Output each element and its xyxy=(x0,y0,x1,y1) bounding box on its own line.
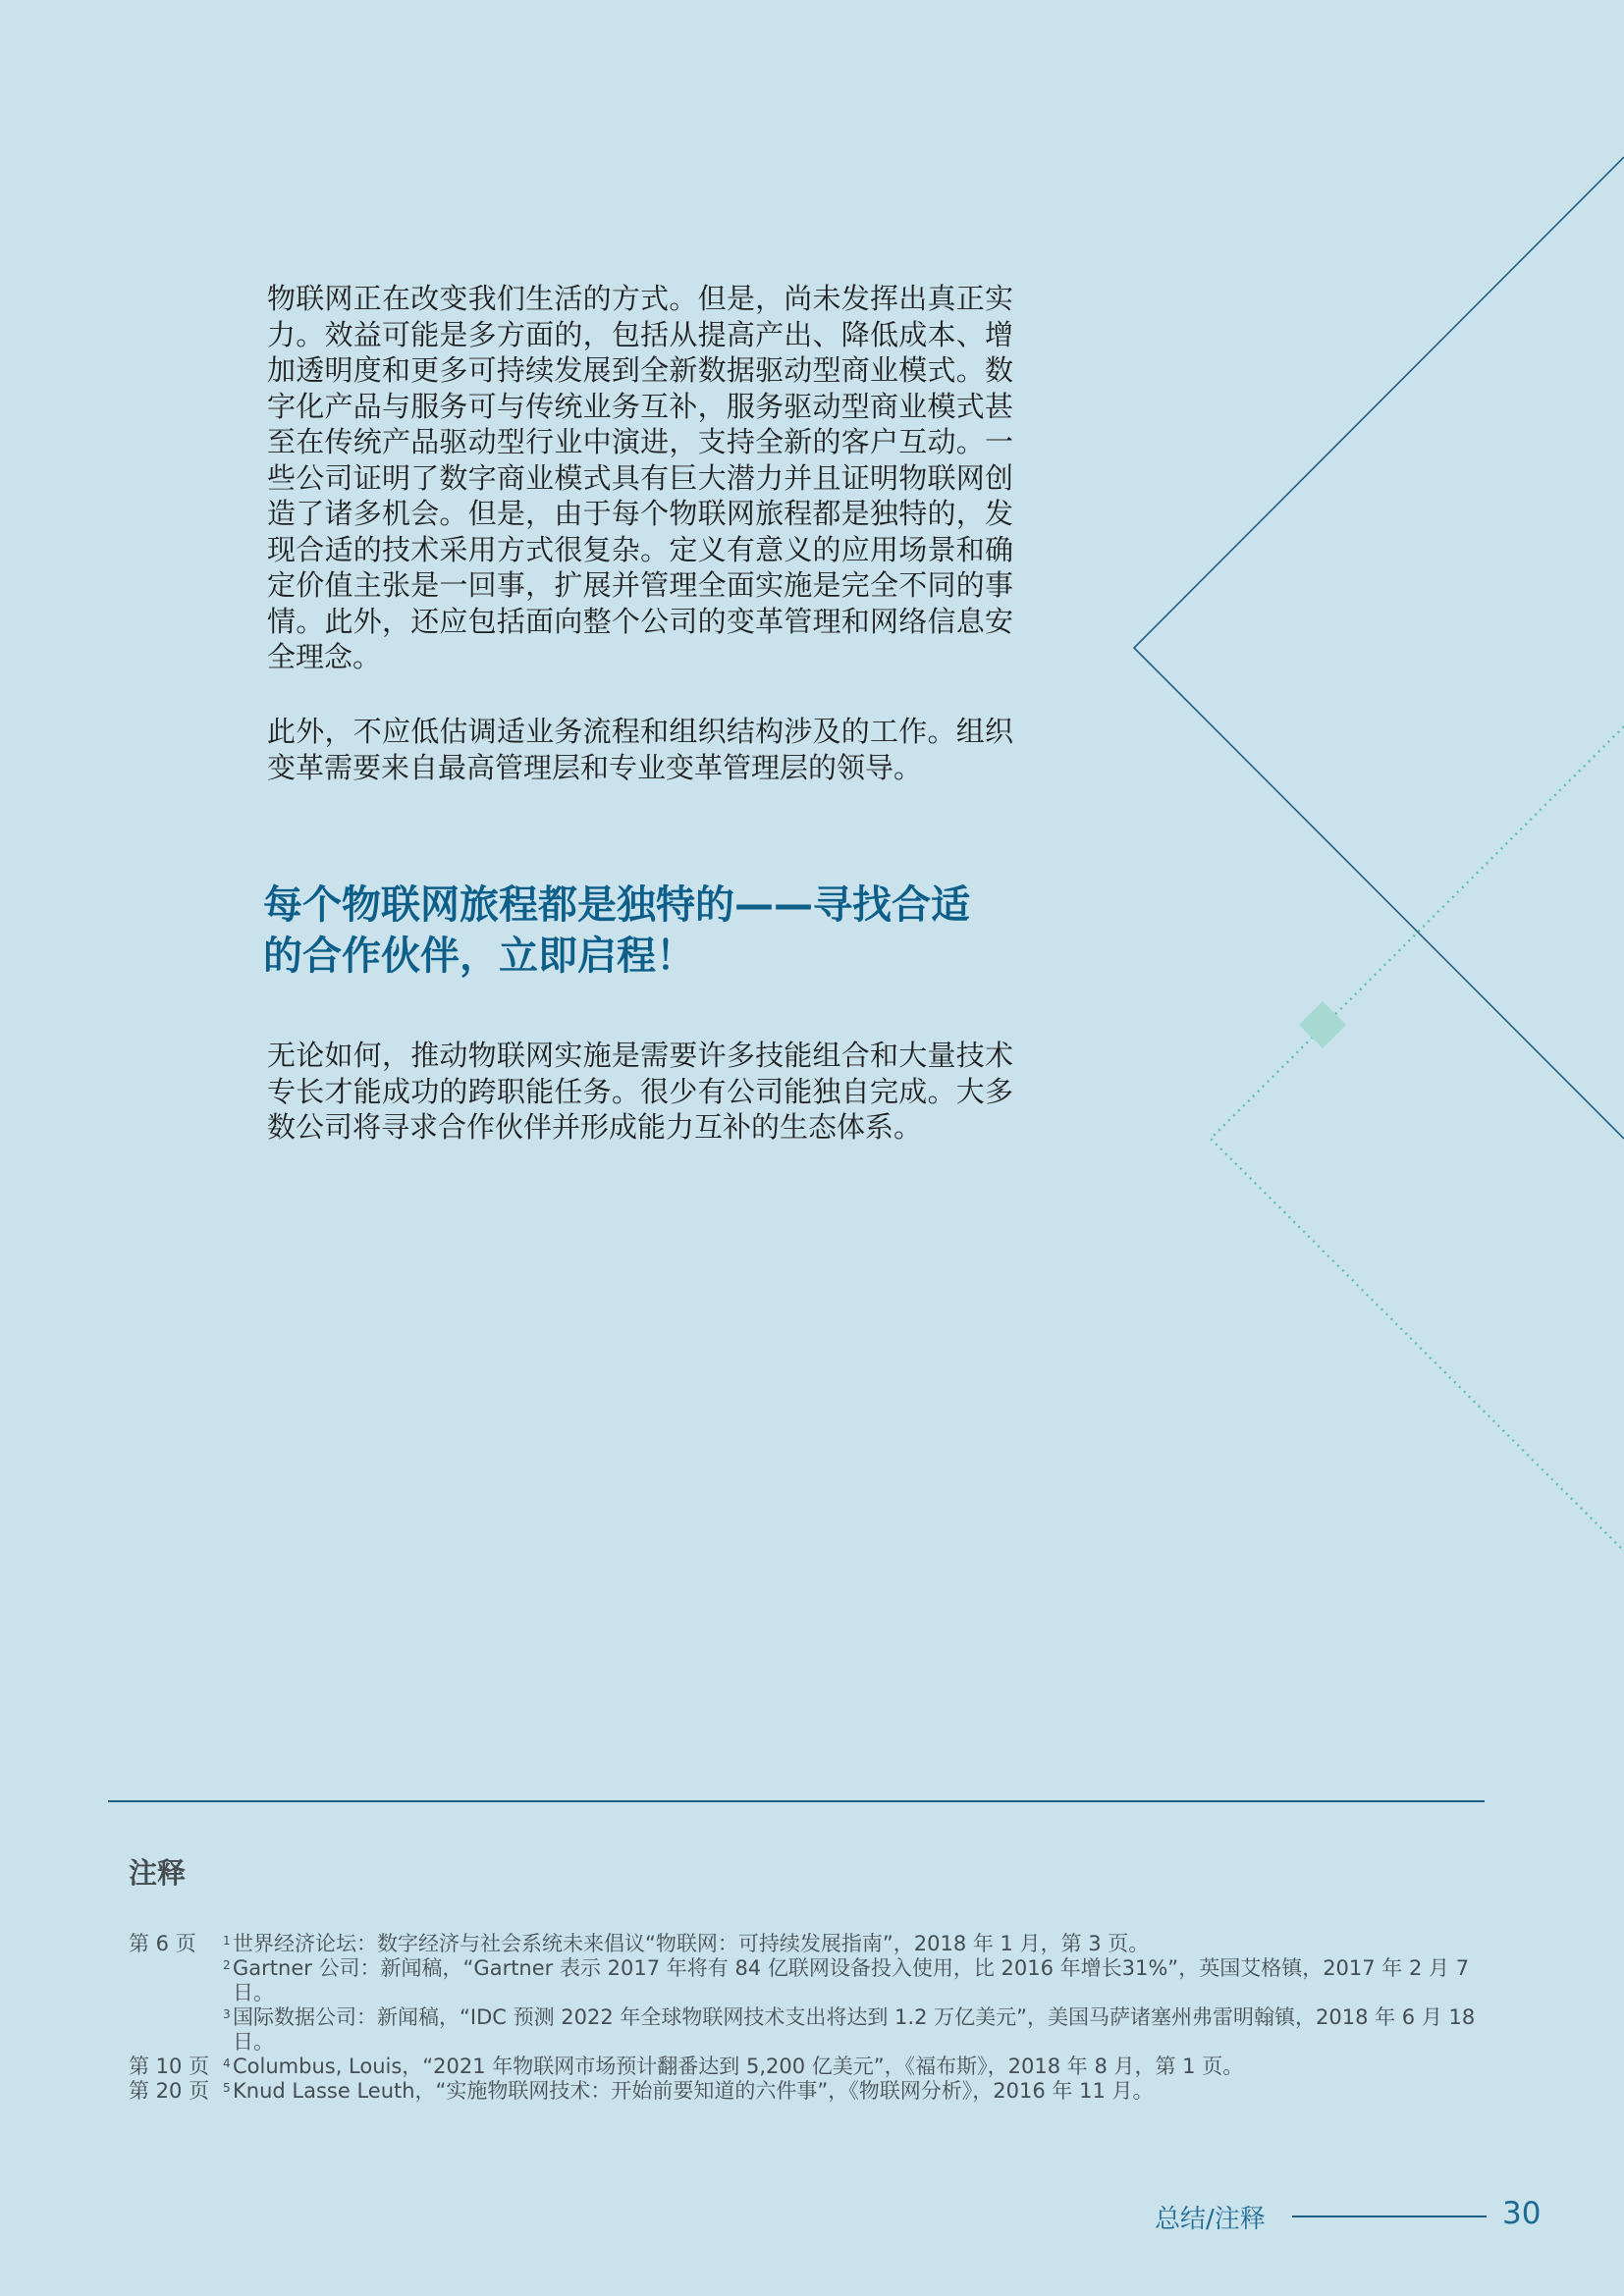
note-page: 第 10 页 xyxy=(129,2055,210,2078)
note-number: 5 xyxy=(223,2081,231,2095)
note-text: Knud Lasse Leuth，“实施物联网技术：开始前要知道的六件事”，《物联网分析》，2016 年 11 月。 xyxy=(233,2079,1154,2103)
page-number: 30 xyxy=(1502,2196,1542,2231)
note-item xyxy=(129,1932,1503,1956)
dotted-diagonal-line xyxy=(1211,726,1624,1551)
note-item xyxy=(129,1956,1503,2005)
body-paragraph-3: 无论如何，推动物联网实施是需要许多技能组合和大量技术专长才能成功的跨职能任务。很少有公司能独自完成。大多数公司将寻求合作伙伴并形成能力互补的生态体系。 xyxy=(267,1039,1013,1144)
note-number: 3 xyxy=(223,2007,231,2021)
notes-title: 注释 xyxy=(129,1856,187,1890)
footer-section-label: 总结/注释 xyxy=(1155,2205,1266,2234)
note-page: 第 6 页 xyxy=(129,1932,196,1955)
section-heading: 每个物联网旅程都是独特的——寻找合适的合作伙伴，立即启程！ xyxy=(263,882,970,979)
note-number: 4 xyxy=(223,2056,231,2070)
note-text: Gartner 公司：新闻稿，“Gartner 表示 2017 年将有 84 亿联网设备投入使用，比 2016 年增长31%”，英国艾格镇，2017 年 2 月 7 日。 xyxy=(233,1956,1470,2004)
body-paragraph-2: 此外，不应低估调适业务流程和组织结构涉及的工作。组织变革需要来自最高管理层和专业变革管理层的领导。 xyxy=(267,715,1013,784)
note-item xyxy=(129,2005,1503,2055)
body-paragraph-1: 物联网正在改变我们生活的方式。但是，尚未发挥出真正实力。效益可能是多方面的，包括从提高产出、降低成本、增加透明度和更多可持续发展到全新数据驱动型商业模式。数字化产品与服务可与传统业务互补，服务驱动型商业模式甚至在传统产品驱动型行业中演进，支持全新的客户互动。一些公司证明了数字商业模式具有巨大潜力并且证明物联网创造了诸多机会。但是，由于每个物联网旅程都是独特的，发现合适的技术采用方式很复杂。定义有意义的应用场景和确定价值主张是一回事，扩展并管理全面实施是完全不同的事情。此外，还应包括面向整个公司的变革管理和网络信息安全理念。 xyxy=(267,282,1013,673)
note-number: 2 xyxy=(223,1958,231,1972)
notes-list xyxy=(129,1932,1503,2104)
note-item xyxy=(129,2079,1503,2104)
note-item xyxy=(129,2055,1503,2079)
note-text: Columbus, Louis，“2021 年物联网市场预计翻番达到 5,200 亿美元”，《福布斯》，2018 年 8 月，第 1 页。 xyxy=(233,2055,1244,2078)
solid-diagonal-line xyxy=(1134,157,1624,1139)
note-page: 第 20 页 xyxy=(129,2079,210,2103)
note-text: 世界经济论坛：数字经济与社会系统未来倡议“物联网：可持续发展指南”，2018 年 1 月，第 3 页。 xyxy=(233,1932,1150,1955)
note-number: 1 xyxy=(223,1934,231,1948)
note-text: 国际数据公司：新闻稿，“IDC 预测 2022 年全球物联网技术支出将达到 1.2 万亿美元”，美国马萨诸塞州弗雷明翰镇，2018 年 6 月 18 日。 xyxy=(233,2005,1476,2054)
notes-divider xyxy=(108,1800,1485,1802)
footer-divider xyxy=(1292,2216,1487,2217)
diamond-marker xyxy=(1299,1001,1346,1048)
